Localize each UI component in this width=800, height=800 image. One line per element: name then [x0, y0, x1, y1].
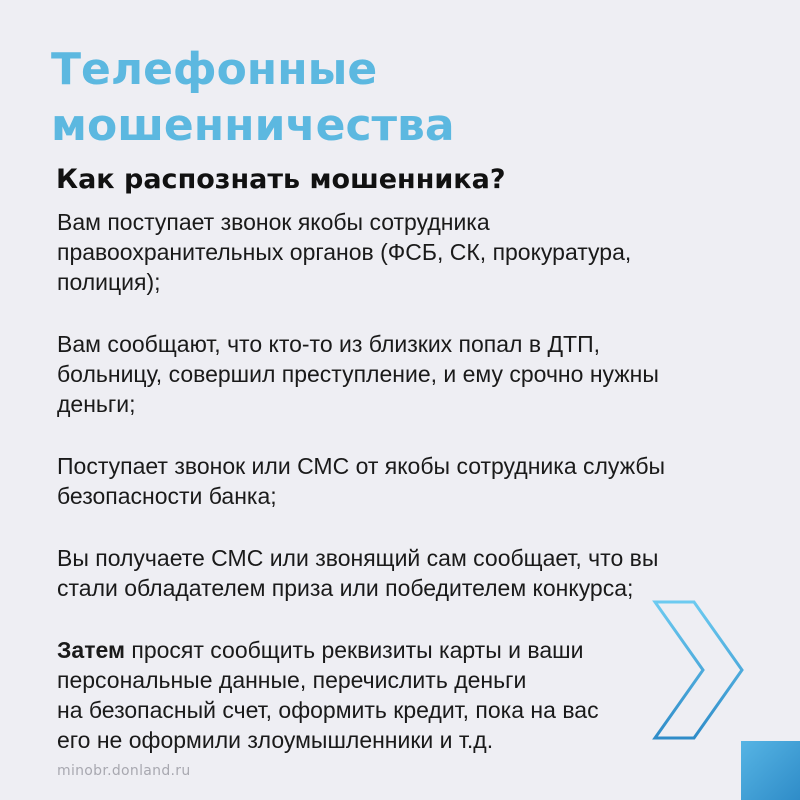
paragraph-line: стали обладателем приза или победителем конкурса;: [57, 575, 634, 601]
paragraph-line-rest: просят сообщить реквизиты карты и ваши: [124, 637, 584, 663]
page-title: [51, 42, 455, 154]
chevron-right-icon[interactable]: [652, 598, 747, 743]
corner-accent: [741, 741, 800, 800]
paragraph-line: Вам поступает звонок якобы сотрудника: [57, 209, 490, 235]
bold-lead: Затем: [57, 637, 125, 663]
paragraph-5: [57, 635, 717, 755]
paragraph-line: деньги;: [57, 391, 136, 417]
paragraph-4: [57, 543, 717, 603]
paragraph-line: полиция);: [57, 269, 161, 295]
paragraph-3: [57, 451, 717, 511]
paragraph-line: безопасности банка;: [57, 483, 277, 509]
paragraph-line: его не оформили злоумышленники и т.д.: [57, 727, 494, 753]
paragraph-1: [57, 207, 717, 297]
paragraph-line: больницу, совершил преступление, и ему срочно нужны: [57, 361, 659, 387]
paragraph-line: Поступает звонок или СМС от якобы сотрудника службы: [57, 453, 666, 479]
footer-site: minobr.donland.ru: [57, 763, 191, 779]
page-title-line-2: мошенничества: [51, 100, 455, 151]
section-heading: Как распознать мошенника?: [56, 164, 506, 195]
body-text: [57, 207, 717, 787]
paragraph-2: [57, 329, 717, 419]
paragraph-line: Вы получаете СМС или звонящий сам сообщает, что вы: [57, 545, 659, 571]
paragraph-line: правоохранительных органов (ФСБ, СК, прокуратура,: [57, 239, 632, 265]
paragraph-line: [57, 635, 717, 665]
page-title-line-1: Телефонные: [51, 44, 378, 95]
paragraph-line: на безопасный счет, оформить кредит, пока на вас: [57, 697, 599, 723]
paragraph-line: Вам сообщают, что кто-то из близких попал в ДТП,: [57, 331, 601, 357]
paragraph-line: персональные данные, перечислить деньги: [57, 667, 527, 693]
